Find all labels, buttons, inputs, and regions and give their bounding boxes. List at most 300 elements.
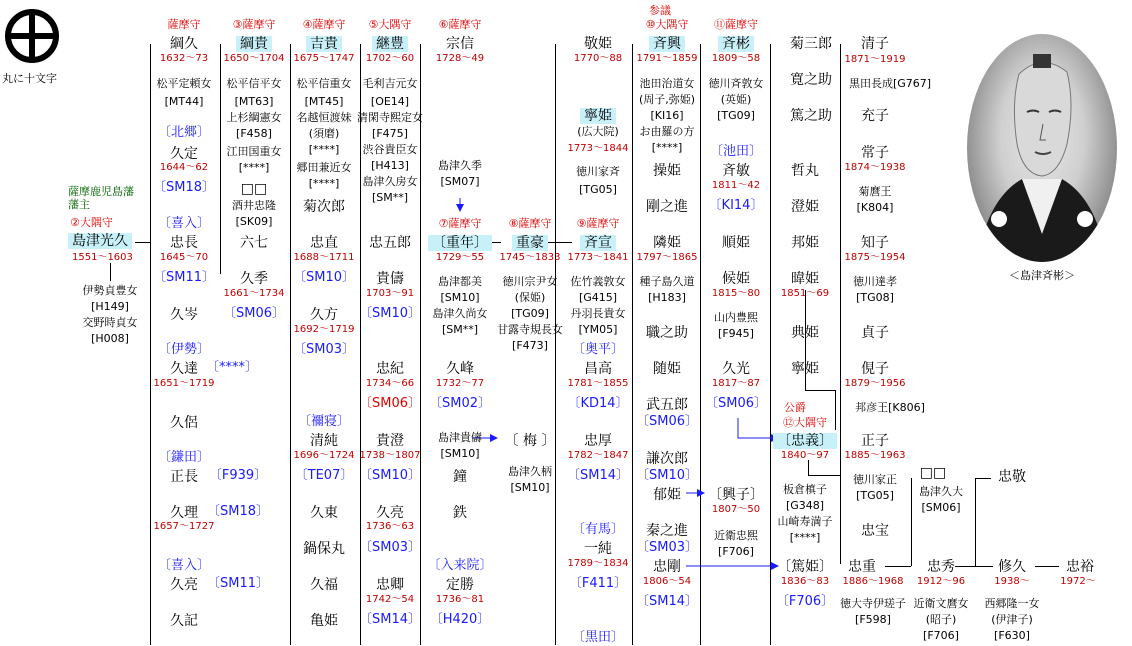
tree-title-t2: ③薩摩守 xyxy=(232,18,276,31)
tree-years-y1: 1632〜73 xyxy=(159,53,209,64)
tree-note-s55: 徳川斉敦女 xyxy=(708,77,764,90)
tree-note-s14: (須磨) xyxy=(308,127,340,140)
tree-years-y42: 1875〜1954 xyxy=(844,252,906,263)
tree-note-s34: 徳川宗尹女 xyxy=(502,275,558,288)
tree-name-n67: 邦姫 xyxy=(791,235,819,251)
connector xyxy=(955,566,993,567)
tree-years-y34: 1815〜80 xyxy=(711,288,761,299)
tree-note-s78: 近衛文麿女 xyxy=(913,597,969,610)
tree-note-s38: [F473] xyxy=(512,339,548,352)
tree-note-s65: [****] xyxy=(789,531,821,544)
tree-name-n76: 知子 xyxy=(861,235,889,251)
tree-years-y41: 1874〜1938 xyxy=(844,162,906,173)
tree-note-s1: 松平定頼女 xyxy=(156,77,212,90)
tree-name-n70: 寧姫 xyxy=(791,361,819,377)
tree-years-y35: 1817〜87 xyxy=(711,378,761,389)
tree-years-y3: 1645〜70 xyxy=(159,252,209,263)
connector xyxy=(700,44,701,645)
tree-years-y23: 1770〜88 xyxy=(573,53,623,64)
tree-name-n15: 吉貴 xyxy=(306,36,342,52)
tree-years-y25: 1773〜1841 xyxy=(567,252,629,263)
tree-code-c19: 〔SM10〕 xyxy=(358,468,422,483)
connector xyxy=(835,390,836,430)
tree-years-y46: 1912〜96 xyxy=(916,576,966,587)
tree-years-y39: 1836〜83 xyxy=(780,576,830,587)
tree-note-s44: 佐竹義敦女 xyxy=(570,275,626,288)
tree-years-y19: 1729〜55 xyxy=(435,252,485,263)
tree-name-n62: 菊三郎 xyxy=(790,36,832,52)
tree-name-n30: 忠卿 xyxy=(376,577,404,593)
tree-code-c12: 〔SM06〕 xyxy=(222,306,286,321)
tree-code-c29: 〔F411〕 xyxy=(568,576,628,591)
tree-note-s33: [SM10] xyxy=(440,447,480,460)
tree-name-n80: 忠宝 xyxy=(861,523,889,539)
tree-years-y47: 1938〜 xyxy=(994,576,1030,587)
tree-name-n23: 亀姫 xyxy=(310,613,338,629)
tree-name-n40: 寧姫 xyxy=(580,108,616,124)
tree-title-t7: ⑧薩摩守 xyxy=(508,217,552,230)
tree-title-t5: ⑥薩摩守 xyxy=(438,18,482,31)
tree-name-n36: 定勝 xyxy=(446,577,474,593)
tree-name-n47: 剛之進 xyxy=(646,199,688,215)
tree-note-s4: [MT63] xyxy=(234,95,274,108)
tree-note-s73: [TG05] xyxy=(856,489,894,502)
tree-note-s76: 徳大寺伊瑳子 xyxy=(840,597,906,610)
tree-years-y28: 1789〜1834 xyxy=(567,558,629,569)
tree-name-n77: 貞子 xyxy=(861,325,889,341)
tree-name-n79: 正子 xyxy=(861,433,889,449)
tree-code-c2: 〔SM18〕 xyxy=(152,180,216,195)
tree-code-c18: 〔SM06〕 xyxy=(358,396,422,411)
tree-note-s3: 松平信平女 xyxy=(226,77,282,90)
tree-note-s43: [TG05] xyxy=(579,183,617,196)
tree-name-n85: 修久 xyxy=(998,559,1026,575)
tree-years-y16: 1736〜63 xyxy=(365,521,415,532)
tree-years-y8: 1675〜1747 xyxy=(293,53,355,64)
tree-code-c6: 〔****〕 xyxy=(205,360,259,375)
tree-name-n59: 候姫 xyxy=(722,271,750,287)
tree-name-n35: 鉄 xyxy=(453,505,467,521)
tree-name-n31: 宗信 xyxy=(446,36,474,52)
tree-years-y22: 1745〜1833 xyxy=(499,252,561,263)
tree-note-s18: 毛利吉元女 xyxy=(362,77,418,90)
portrait-caption: ＜島津斉彬＞ xyxy=(1009,269,1075,282)
tree-name-n1: 綱久 xyxy=(170,36,198,52)
tree-name-n22: 久福 xyxy=(310,577,338,593)
tree-name-n57: 斉敏 xyxy=(722,163,750,179)
tree-name-n19: 清純 xyxy=(310,433,338,449)
tree-years-y27: 1782〜1847 xyxy=(567,450,629,461)
tree-code-c1: 〔北郷〕 xyxy=(157,125,211,140)
tree-note-s46: 丹羽長貴女 xyxy=(570,307,626,320)
tree-years-y6: 1650〜1704 xyxy=(223,53,285,64)
tree-note-s13: 名越恒渡妹 xyxy=(296,111,352,124)
tree-name-n12: □□ xyxy=(240,181,268,197)
tree-name-n20: 久東 xyxy=(310,505,338,521)
tree-note-s12: [MT45] xyxy=(304,95,344,108)
tree-note-s16: 郷田兼近女 xyxy=(296,161,352,174)
domain-label: 薩摩鹿児島藩 藩主 xyxy=(68,185,134,211)
tree-years-y14: 1734〜66 xyxy=(365,378,415,389)
tree-years-y17: 1742〜54 xyxy=(365,594,415,605)
tree-years-y48: 1972〜 xyxy=(1060,576,1096,587)
crest-caption: 丸に十文字 xyxy=(2,72,57,85)
tree-name-n33: 久峰 xyxy=(446,361,474,377)
connector xyxy=(135,242,150,243)
tree-years-y36: 1807〜50 xyxy=(711,504,761,515)
tree-note-s61: [F706] xyxy=(718,545,754,558)
tree-title-t10: ⑪薩摩守 xyxy=(714,18,758,31)
tree-name-n28: 貴澄 xyxy=(376,433,404,449)
connector xyxy=(555,44,556,645)
tree-note-s26: 島津久季 xyxy=(438,159,482,172)
tree-code-c3: 〔喜入〕 xyxy=(157,216,211,231)
tree-note-s10: [SK09] xyxy=(235,215,273,228)
tree-name-n2: 久定 xyxy=(170,146,198,162)
connector xyxy=(975,478,991,479)
connector xyxy=(150,44,151,645)
tree-name-n84: 忠敬 xyxy=(998,469,1026,485)
tree-years-y33: 1811〜42 xyxy=(711,180,761,191)
tree-name-n46: 操姫 xyxy=(653,163,681,179)
tree-years-y24: 1773〜1844 xyxy=(567,143,629,154)
tree-code-c8: 〔F939〕 xyxy=(208,468,268,483)
tree-note-s81: 西郷隆一女 xyxy=(984,597,1040,610)
tree-note-s75: [SM06] xyxy=(921,501,961,514)
tree-years-y7: 1661〜1734 xyxy=(223,288,285,299)
connector xyxy=(547,242,572,243)
tree-note-s60: 近衛忠煕 xyxy=(714,529,758,542)
tree-note-s77: [F598] xyxy=(855,613,891,626)
founder-years: 1551〜1603 xyxy=(72,252,133,263)
tree-name-n34: 鐘 xyxy=(453,469,467,485)
tree-note-s50: [KI16] xyxy=(650,109,684,122)
tree-name-n51: 武五郎 xyxy=(646,397,688,413)
tree-name-n53: 郁姫 xyxy=(653,487,681,503)
tree-note-s80: [F706] xyxy=(923,629,959,642)
tree-code-c20: 〔SM03〕 xyxy=(358,540,422,555)
tree-code-c5: 〔伊勢〕 xyxy=(157,342,211,357)
tree-years-y26: 1781〜1855 xyxy=(567,378,629,389)
tree-code-c23: 〔入来院〕 xyxy=(427,558,493,573)
tree-note-s54: [H183] xyxy=(648,291,686,304)
tree-name-n54: 秦之進 xyxy=(646,523,688,539)
tree-code-c14: 〔SM03〕 xyxy=(292,342,356,357)
tree-years-y13: 1703〜91 xyxy=(365,288,415,299)
tree-note-s49: (周子,弥姫) xyxy=(638,93,696,106)
tree-name-n38: 〔 梅 〕 xyxy=(504,433,556,449)
tree-name-n17: 忠直 xyxy=(310,235,338,251)
founder-spouse-2: [H149] xyxy=(91,300,129,313)
tree-note-s25: [SM**] xyxy=(371,191,409,204)
tree-years-y4: 1651〜1719 xyxy=(153,378,215,389)
tree-note-s79: (昭子) xyxy=(925,613,957,626)
tree-name-n7: 正長 xyxy=(170,469,198,485)
tree-name-n3: 忠長 xyxy=(170,235,198,251)
tree-code-c26: 〔KD14〕 xyxy=(567,396,629,411)
tree-name-n69: 典姫 xyxy=(791,325,819,341)
tree-note-s62: 板倉槙子 xyxy=(783,483,827,496)
tree-note-s40: [SM10] xyxy=(510,481,550,494)
tree-note-s15: [****] xyxy=(308,143,340,156)
tree-note-s69: 徳川達孝 xyxy=(853,275,897,288)
tree-name-n83: 忠秀 xyxy=(927,559,955,575)
tree-name-n66: 澄姫 xyxy=(791,199,819,215)
tree-code-c17: 〔SM10〕 xyxy=(358,306,422,321)
tree-name-n74: 充子 xyxy=(861,108,889,124)
tree-note-s58: 山内豊煕 xyxy=(714,311,758,324)
founder-spouse-4: [H008] xyxy=(91,332,129,345)
tree-note-s64: 山崎寿満子 xyxy=(777,515,833,528)
tree-years-y38: 1840〜97 xyxy=(780,450,830,461)
tree-years-y37: 1851〜69 xyxy=(780,288,830,299)
tree-name-n52: 謙次郎 xyxy=(646,451,688,467)
tree-name-n72: 〔篤姫〕 xyxy=(777,559,833,575)
tree-name-n63: 寛之助 xyxy=(790,72,832,88)
tree-years-y44: 1885〜1963 xyxy=(844,450,906,461)
tree-label-l2: 公爵 xyxy=(784,401,806,414)
tree-name-n49: 職之助 xyxy=(646,325,688,341)
tree-title-t3: ④薩摩守 xyxy=(302,18,346,31)
founder-spouse-3: 交野時貞女 xyxy=(82,316,138,329)
tree-note-s83: [F630] xyxy=(994,629,1030,642)
tree-name-n24: 継豊 xyxy=(372,36,408,52)
tree-code-c36: 〔KI14〕 xyxy=(708,198,764,213)
tree-code-c21: 〔SM14〕 xyxy=(358,612,422,627)
tree-name-n39: 敬姫 xyxy=(584,36,612,52)
connector xyxy=(805,390,835,391)
tree-name-n75: 常子 xyxy=(861,145,889,161)
tree-title-t11: ⑫大隅守 xyxy=(783,416,827,429)
tree-code-c9: 〔SM18〕 xyxy=(206,504,270,519)
tree-name-n21: 鍋保丸 xyxy=(303,541,345,557)
tree-years-y45: 1886〜1968 xyxy=(842,576,904,587)
founder-name: 島津光久 xyxy=(68,233,132,249)
tree-title-t9: ⑩大隅守 xyxy=(645,18,689,31)
tree-name-n43: 忠厚 xyxy=(584,433,612,449)
crest-icon xyxy=(4,8,60,64)
tree-note-s36: [TG09] xyxy=(511,307,549,320)
tree-note-s35: (保姫) xyxy=(514,291,546,304)
tree-name-n27: 忠紀 xyxy=(376,361,404,377)
tree-note-s17: [****] xyxy=(308,177,340,190)
tree-name-n65: 哲丸 xyxy=(791,163,819,179)
tree-note-s47: [YM05] xyxy=(578,323,618,336)
tree-code-c30: 〔黒田〕 xyxy=(571,630,625,645)
tree-code-c32: 〔SM10〕 xyxy=(635,468,699,483)
tree-note-s39: 島津久柄 xyxy=(508,465,552,478)
tree-note-s37: 甘露寺規長女 xyxy=(497,323,563,336)
tree-note-s32: 島津貴儔 xyxy=(438,431,482,444)
tree-title-t6: ⑦薩摩守 xyxy=(438,217,482,230)
tree-name-n9: 久亮 xyxy=(170,577,198,593)
tree-name-n5: 久達 xyxy=(170,361,198,377)
tree-note-s22: 渋谷貴臣女 xyxy=(362,143,418,156)
founder-title: ②大隅守 xyxy=(70,216,113,229)
connector xyxy=(911,478,912,566)
tree-note-s68: [K804] xyxy=(856,201,894,214)
tree-code-c35: 〔池田〕 xyxy=(709,144,763,159)
tree-note-s6: [F458] xyxy=(236,127,272,140)
tree-note-s51: お由羅の方 xyxy=(639,125,695,138)
tree-title-t8: ⑨薩摩守 xyxy=(576,217,620,230)
tree-years-y20: 1732〜77 xyxy=(435,378,485,389)
tree-note-s74: 島津久大 xyxy=(919,485,963,498)
tree-years-y18: 1728〜49 xyxy=(435,53,485,64)
tree-years-y43: 1879〜1956 xyxy=(844,378,906,389)
tree-name-n71: 〔忠義〕 xyxy=(773,433,837,449)
tree-name-n29: 久亮 xyxy=(376,505,404,521)
connector xyxy=(840,44,841,564)
tree-name-n58: 順姫 xyxy=(722,235,750,251)
connector xyxy=(220,44,221,274)
tree-label-l1: 参議 xyxy=(649,4,671,17)
tree-years-y29: 1791〜1859 xyxy=(636,53,698,64)
tree-name-n8: 久理 xyxy=(170,505,198,521)
tree-name-n55: 忠剛 xyxy=(653,559,681,575)
tree-note-s19: [OE14] xyxy=(370,95,410,108)
founder-spouse-1: 伊勢貞豊女 xyxy=(82,284,138,297)
tree-note-s5: 上杉綱憲女 xyxy=(226,111,282,124)
tree-title-t1: 薩摩守 xyxy=(167,18,201,31)
tree-name-n73: 清子 xyxy=(861,36,889,52)
tree-note-s53: 種子島久道 xyxy=(639,275,695,288)
tree-name-n50: 随姫 xyxy=(653,361,681,377)
tree-name-n6: 久侶 xyxy=(170,415,198,431)
tree-name-n11: 綱貴 xyxy=(236,36,272,52)
tree-note-s41: (広大院) xyxy=(577,125,619,138)
tree-name-n64: 篤之助 xyxy=(790,108,832,124)
tree-code-c31: 〔SM06〕 xyxy=(635,414,699,429)
tree-years-y11: 1696〜1724 xyxy=(293,450,355,461)
tree-name-n45: 斉興 xyxy=(649,36,685,52)
tree-name-n32: 〔重年〕 xyxy=(428,235,492,251)
tree-note-s67: 菊麿王 xyxy=(858,185,892,198)
tree-name-n48: 隣姫 xyxy=(653,235,681,251)
tree-years-y32: 1809〜58 xyxy=(711,53,761,64)
tree-name-n26: 貴儔 xyxy=(376,271,404,287)
tree-code-c33: 〔SM03〕 xyxy=(635,540,699,555)
tree-note-s70: [TG08] xyxy=(856,291,894,304)
tree-years-y2: 1644〜62 xyxy=(159,162,209,173)
tree-code-c28: 〔有馬〕 xyxy=(571,522,625,537)
tree-name-n13: 六七 xyxy=(240,235,268,251)
connector xyxy=(110,263,111,281)
tree-name-n25: 忠五郎 xyxy=(369,235,411,251)
tree-name-n14: 久季 xyxy=(240,271,268,287)
tree-note-s2: [MT44] xyxy=(164,95,204,108)
tree-code-c24: 〔H420〕 xyxy=(429,612,491,627)
tree-note-s57: [TG09] xyxy=(717,109,755,122)
tree-code-c13: 〔SM10〕 xyxy=(292,270,356,285)
connector xyxy=(632,44,633,645)
tree-code-c11: 〔SM11〕 xyxy=(206,576,270,591)
tree-note-s45: [G415] xyxy=(578,291,618,304)
connector xyxy=(290,44,291,645)
tree-note-s72: 徳川家正 xyxy=(853,473,897,486)
tree-name-n37: 重豪 xyxy=(512,235,548,251)
tree-years-y30: 1797〜1865 xyxy=(636,252,698,263)
tree-code-c15: 〔禰寝〕 xyxy=(297,414,351,429)
tree-code-c25: 〔奥平〕 xyxy=(571,342,625,357)
tree-note-s48: 池田治道女 xyxy=(639,77,695,90)
tree-note-s56: (英姫) xyxy=(720,93,752,106)
tree-name-n81: 忠重 xyxy=(848,559,876,575)
tree-name-n78: 俔子 xyxy=(861,361,889,377)
tree-note-s30: 島津久尚女 xyxy=(432,307,488,320)
connector xyxy=(808,460,809,475)
connector xyxy=(770,44,771,645)
tree-note-s42: 徳川家斉 xyxy=(576,165,620,178)
tree-name-n41: 斉宣 xyxy=(580,235,616,251)
tree-code-c37: 〔SM06〕 xyxy=(704,396,768,411)
tree-note-s23: [H413] xyxy=(371,159,409,172)
tree-note-s21: [F475] xyxy=(372,127,408,140)
tree-years-y31: 1806〜54 xyxy=(642,576,692,587)
tree-years-y40: 1871〜1919 xyxy=(844,54,906,65)
tree-note-s31: [SM**] xyxy=(441,323,479,336)
tree-name-n60: 久光 xyxy=(722,361,750,377)
tree-name-n82: □□ xyxy=(919,465,947,481)
tree-note-s11: 松平信重女 xyxy=(296,77,352,90)
tree-years-y21: 1736〜81 xyxy=(435,594,485,605)
tree-note-s28: 島津都美 xyxy=(438,275,482,288)
tree-note-s66: 黒田長成[G767] xyxy=(848,77,932,90)
tree-note-s59: [F945] xyxy=(718,327,754,340)
connector xyxy=(808,475,840,476)
tree-name-n16: 菊次郎 xyxy=(303,199,345,215)
tree-note-s7: 江田国重女 xyxy=(226,145,282,158)
tree-name-n56: 斉彬 xyxy=(718,36,754,52)
tree-name-n10: 久記 xyxy=(170,613,198,629)
tree-name-n4: 久岑 xyxy=(170,307,198,323)
tree-name-n68: 暐姫 xyxy=(791,271,819,287)
tree-years-y10: 1692〜1719 xyxy=(293,324,355,335)
tree-code-c16: 〔TE07〕 xyxy=(294,468,354,483)
connector xyxy=(1035,566,1059,567)
tree-name-n18: 久方 xyxy=(310,307,338,323)
tree-name-n86: 忠裕 xyxy=(1066,559,1094,575)
tree-note-s9: 酒井忠隆 xyxy=(232,199,276,212)
tree-code-c38: 〔F706〕 xyxy=(775,594,835,609)
tree-years-y9: 1688〜1711 xyxy=(293,252,355,263)
tree-note-s24: 島津久房女 xyxy=(362,175,418,188)
tree-note-s20: 清閑寺熙定女 xyxy=(357,111,423,124)
connector xyxy=(885,566,911,567)
tree-code-c27: 〔SM14〕 xyxy=(566,468,630,483)
tree-title-t4: ⑤大隅守 xyxy=(368,18,412,31)
tree-note-s63: [G348] xyxy=(785,499,825,512)
tree-code-c10: 〔喜入〕 xyxy=(157,558,211,573)
tree-note-s82: (伊津子) xyxy=(991,613,1033,626)
tree-note-s71: 邦彦王[K806] xyxy=(855,401,925,414)
tree-years-y5: 1657〜1727 xyxy=(153,521,215,532)
tree-name-n44: 一純 xyxy=(584,541,612,557)
tree-note-s52: [****] xyxy=(651,141,683,154)
tree-note-s8: [****] xyxy=(238,161,270,174)
connector xyxy=(975,478,976,566)
tree-code-c7: 〔鎌田〕 xyxy=(157,450,211,465)
portrait-image xyxy=(967,34,1117,262)
tree-years-y15: 1738〜1807 xyxy=(359,450,421,461)
tree-note-s29: [SM10] xyxy=(440,291,480,304)
tree-code-c22: 〔SM02〕 xyxy=(428,396,492,411)
tree-note-s27: [SM07] xyxy=(440,175,480,188)
tree-code-c4: 〔SM11〕 xyxy=(152,270,216,285)
tree-name-n42: 昌高 xyxy=(584,361,612,377)
tree-name-n61: 〔興子〕 xyxy=(708,487,764,503)
tree-code-c34: 〔SM14〕 xyxy=(635,594,699,609)
